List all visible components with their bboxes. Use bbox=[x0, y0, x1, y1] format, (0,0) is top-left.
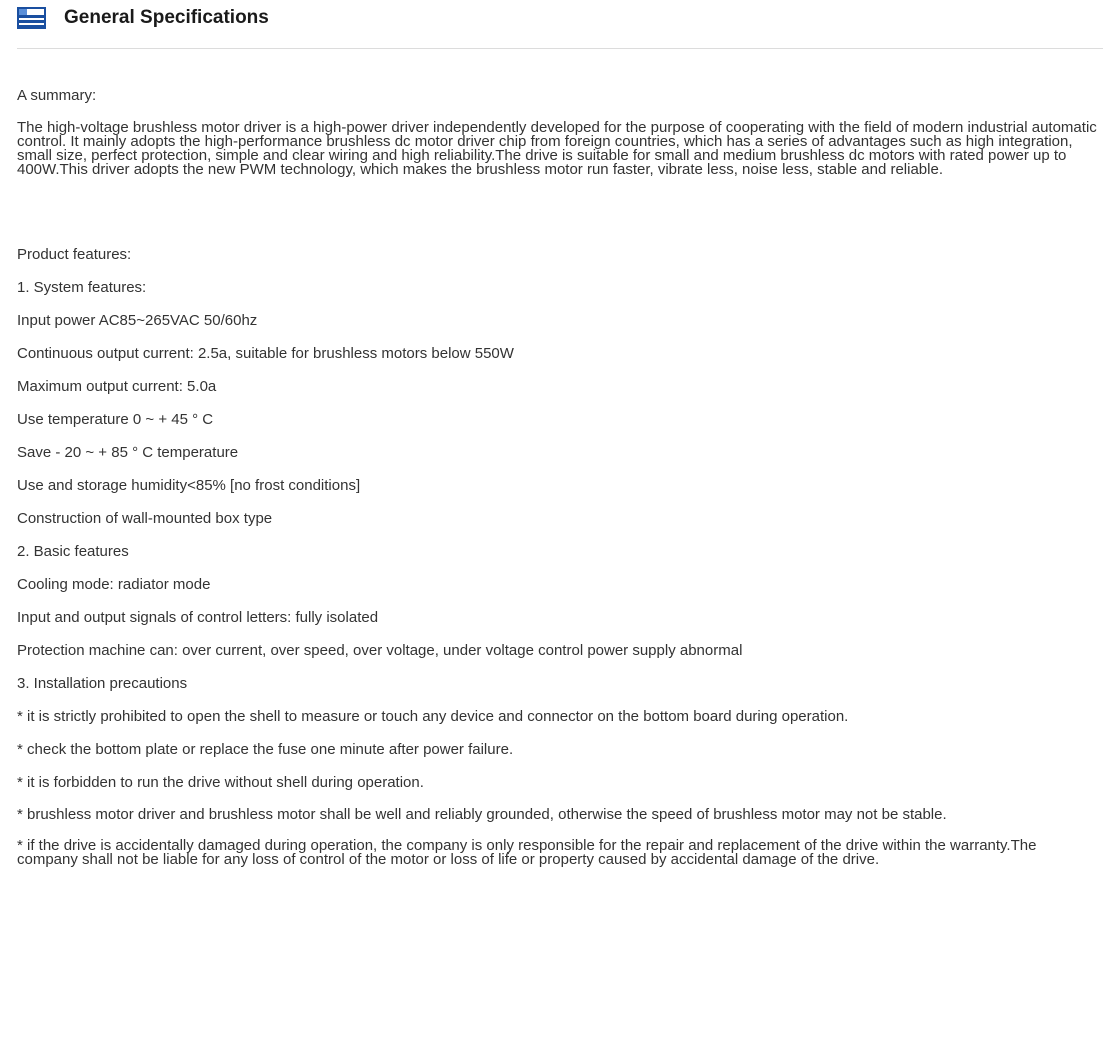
spec-line: Use temperature 0 ~ + 45 ° C bbox=[17, 411, 214, 428]
spec-line: Protection machine can: over current, over speed, over voltage, under voltage control power supply abnormal bbox=[17, 642, 743, 659]
spec-line: 3. Installation precautions bbox=[17, 675, 188, 692]
page-title: General Specifications bbox=[64, 7, 269, 28]
spec-line: 2. Basic features bbox=[17, 543, 129, 560]
spec-line: 1. System features: bbox=[17, 279, 147, 296]
spec-line: Input and output signals of control letters: fully isolated bbox=[17, 609, 379, 626]
warranty-note: * if the drive is accidentally damaged during operation, the company is only responsible for the repair and replacement of the drive within the warranty.The company shall not be liable for any loss of control of the motor or loss of life or property caused by accidental damage of the drive. bbox=[17, 837, 1037, 868]
summary-label: A summary: bbox=[17, 87, 97, 104]
features-label: Product features: bbox=[17, 246, 132, 263]
spec-content bbox=[17, 88, 1097, 884]
spec-line: Maximum output current: 5.0a bbox=[17, 378, 217, 395]
spec-line: Use and storage humidity<85% [no frost conditions] bbox=[17, 477, 361, 494]
section-header bbox=[17, 0, 1103, 49]
spec-line: * it is forbidden to run the drive without shell during operation. bbox=[17, 774, 424, 791]
spec-line: Continuous output current: 2.5a, suitable for brushless motors below 550W bbox=[17, 345, 514, 362]
spec-line: Cooling mode: radiator mode bbox=[17, 576, 211, 593]
spec-line: Input power AC85~265VAC 50/60hz bbox=[17, 312, 258, 329]
spec-line: Construction of wall-mounted box type bbox=[17, 510, 273, 527]
grounding-note: * brushless motor driver and brushless motor shall be well and reliably grounded, otherwise the speed of brushless motor may not be stable. bbox=[17, 806, 947, 823]
spec-line: Save - 20 ~ + 85 ° C temperature bbox=[17, 444, 239, 461]
document-icon bbox=[17, 7, 46, 29]
spec-line: * it is strictly prohibited to open the shell to measure or touch any device and connector on the bottom board during operation. bbox=[17, 708, 849, 725]
summary-text: The high-voltage brushless motor driver is a high-power driver independently developed for the purpose of cooperating with the field of modern industrial automatic control. It mainly adopts the high-performance brushless dc motor driver chip from foreign countries, which has a series of advantages such as high integration, small size, perfect protection, simple and clear wiring and high reliability.The drive is suitable for small and medium brushless dc motors with rated power up to 400W.This driver adopts the new PWM technology, which makes the brushless motor run faster, vibrate less, noise less, stable and reliable. bbox=[17, 119, 1097, 178]
spec-line: * check the bottom plate or replace the fuse one minute after power failure. bbox=[17, 741, 514, 758]
